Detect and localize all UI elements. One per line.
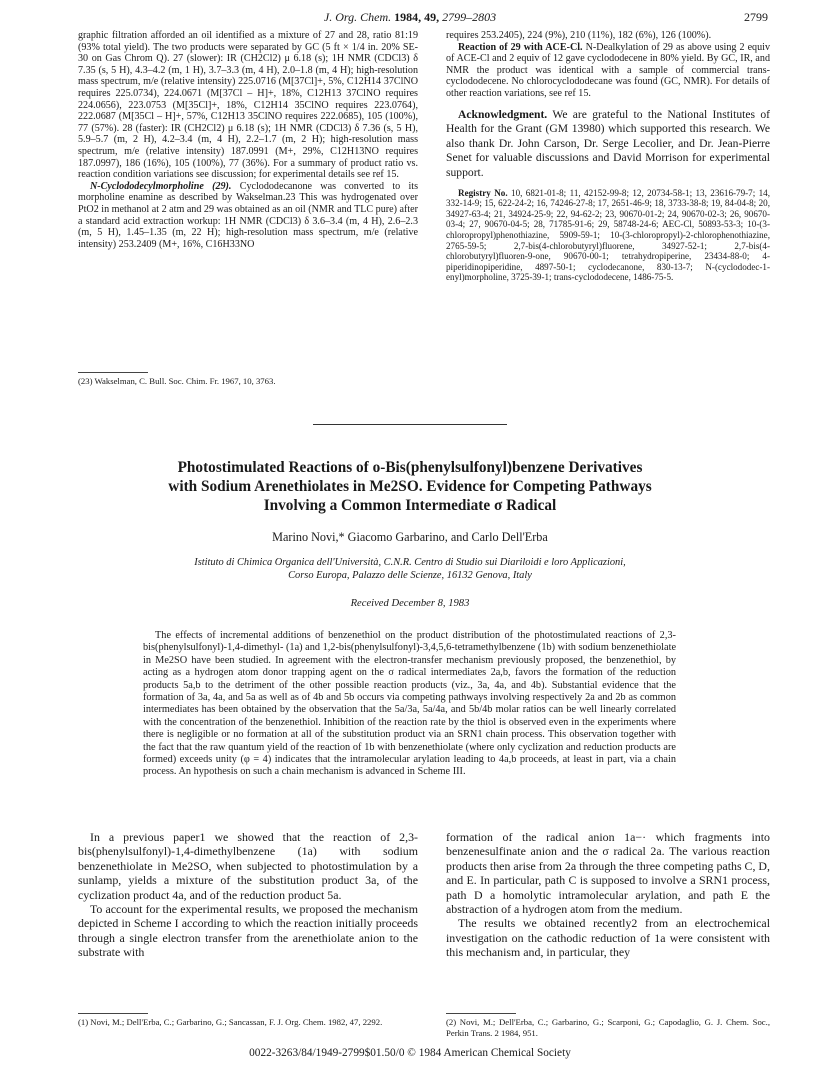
journal-pages: 2799–2803 bbox=[442, 10, 497, 24]
body-paragraph: The results we obtained recently2 from an electrochemical investigation on the cathodic reduction of 1a were consistent with this mechanism and, in particular, they bbox=[446, 916, 770, 960]
article-authors: Marino Novi,* Giacomo Garbarino, and Carlo Dell'Erba bbox=[272, 530, 548, 544]
experimental-column-left bbox=[78, 30, 418, 250]
title-line: with Sodium Arenethiolates in Me2SO. Evidence for Competing Pathways bbox=[168, 478, 652, 495]
journal-year-volume: 1984, 49, bbox=[394, 10, 440, 24]
section-run-in-head: Reaction of 29 with ACE-Cl. bbox=[458, 41, 583, 53]
affiliation-line: Corso Europa, Palazzo delle Scienze, 16132 Genova, Italy bbox=[288, 570, 532, 581]
body-paragraph: To account for the experimental results, we proposed the mechanism depicted in Scheme I according to which the reaction initially proceeds through a single electron transfer from the arenethiolate anion to the substrate with bbox=[78, 902, 418, 960]
experimental-paragraph bbox=[78, 181, 418, 251]
title-line: Photostimulated Reactions of o-Bis(phenylsulfonyl)benzene Derivatives bbox=[177, 459, 643, 476]
experimental-paragraph: graphic filtration afforded an oil identified as a mixture of 27 and 28, ratio 81:19 (93% total yield). The two products were separated by GC (5 ft × 1/4 in. 20% SE-30 on Gas Chrom Q). 27 (slower): IR (CH2Cl2) μ 6.18 (s); 1H NMR (CDCl3) δ 7.35 (s, 5 H), 4.3–4.2 (m, 1 H), 3.7–3.3 (m, 4 H), 2.0–1.8 (m, 4 H); high-resolution mass spectrum, m/e (relative intensity) 225.0716 (M[37Cl]+, 5%, C12H14 37ClNO requires 225.0734), 224.0671 (M[37Cl – H]+, 18%, C12H13 37ClNO requires 224.0656), 223.0753 (M[35Cl]+, 18%, C12H14 35ClNO requires 223.0764), 222.0687 (M[35Cl – H]+, 57%, C12H13 35ClNO requires 222.0685), 105 (100%), 77 (57%). 28 (faster): IR (CH2Cl2) μ 6.18 (s); 1H NMR (CDCl3) δ 7.36 (s, 5 H), 5.9–5.7 (m, 2 H), 4.2–3.4 (m, 4 H), 2.2–1.7 (m, 2 H); high-resolution mass spectrum, m/e (relative intensity) 187.0991 (M+, 29%, C12H13NO requires 187.0997), 186 (16%), 105 (100%), 77 (36%). For a summary of product ratio vs. reaction condition variations see discussion; for experimental details see ref 15. bbox=[78, 30, 418, 181]
running-head bbox=[0, 10, 820, 30]
experimental-paragraph: requires 253.2405), 224 (9%), 210 (11%), 182 (6%), 126 (100%). bbox=[446, 30, 712, 41]
acknowledgment-head: Acknowledgment. bbox=[458, 107, 548, 121]
footnote-rule bbox=[446, 1013, 516, 1014]
body-column-left bbox=[78, 830, 418, 960]
title-line: Involving a Common Intermediate σ Radical bbox=[263, 497, 557, 514]
footnote-rule bbox=[78, 372, 148, 373]
acknowledgment bbox=[446, 108, 770, 181]
registry-numbers bbox=[446, 188, 770, 283]
footnote-1: (1) Novi, M.; Dell'Erba, C.; Garbarino, G.; Sancassan, F. J. Org. Chem. 1982, 47, 2292. bbox=[78, 1017, 383, 1027]
experimental-paragraph bbox=[446, 42, 770, 100]
abstract-text: The effects of incremental additions of benzenethiol on the product distribution of the photostimulated reactions of 2,3-bis(phenylsulfonyl)-1,4-dimethyl- (1a) and 1,2-bis(phenylsulfonyl)-3,4,5,6-tetramethylbenzene (1b) with sodium benzenethiolate in Me2SO have been studied. In agreement with the electron-transfer mechanism previously proposed, the benzenethiol, by acting as a hydrogen atom donor trapping agent on the σ radical intermediates 2a,b, favors the formation of the reduction products 5a,b to the detriment of the other possible reaction products (viz., 3a, 4a, and 4b). Substantial evidence that the formation of 3a, 4a, and 5a as well as of 4b and 5b occurs via competing pathways involving respectively 2a and 2b as common intermediates has been obtained by the observation that the 5a/3a, 5a/4a, and 5b/4b molar ratios can be well linearly correlated with the concentration of the benzenethiol. Inhibition of the reaction rate by the thiol is observed even in the experiments where there is negligible or no formation at all of the substitution product via an SRN1 chain process. This observation together with the fact that the raw quantum yield of the reaction of 1b with benzenethiolate (where only cyclization and reduction products are formed) exceeds unity (φ = 4) indicates that the intramolecular arylation leading to 4a,b proceeds, at least in part, via a chain process. An hypothesis on such a chain mechanism is advanced in Scheme III. bbox=[143, 630, 677, 778]
footnote-rule bbox=[78, 1013, 148, 1014]
body-paragraph: formation of the radical anion 1a−· which fragments into benzenesulfinate anion and the σ radical 2a. The various reaction products then arise from 2a through the three competing paths C, D, and E. In particular, path C is supposed to involve a SRN1 process, path D a homolytic intramolecular arylation, and path E the abstraction of a hydrogen atom from the medium. bbox=[446, 830, 770, 917]
footnote-2: (2) Novi, M.; Dell'Erba, C.; Garbarino, G.; Scarponi, G.; Capodaglio, G. J. Chem. Soc., Perkin Trans. 2 1984, 951. bbox=[446, 1017, 770, 1038]
page-number: 2799 bbox=[744, 10, 768, 24]
acknowledgment-text: We are grateful to the National Institutes of Health for the Grant (GM 13980) which supported this research. We also thank Dr. John Carson, Dr. Serge Lecolier, and Dr. Jean-Pierre Senet for valuable discussions and David Morrison for experimental support. bbox=[446, 107, 770, 179]
received-date: Received December 8, 1983 bbox=[350, 598, 470, 609]
body-column-right bbox=[446, 830, 770, 960]
running-head-journal bbox=[0, 10, 820, 25]
body-paragraph: In a previous paper1 we showed that the reaction of 2,3-bis(phenylsulfonyl)-1,4-dimethylbenzene (1a) with sodium benzenethiolate in Me2SO, when subjected to photostimulation by a sunlamp, yields a mixture of the substitution product 3a, of the cyclization product 4a, and of the reduction product 5a. bbox=[78, 830, 418, 902]
copyright-line: 0022-3263/84/1949-2799$01.50/0 © 1984 American Chemical Society bbox=[249, 1047, 571, 1059]
registry-head: Registry No. bbox=[458, 187, 508, 198]
section-run-in-head: N-Cyclododecylmorpholine (29). bbox=[90, 180, 232, 192]
article-abstract bbox=[143, 630, 676, 779]
experimental-column-right bbox=[446, 30, 770, 283]
article-title bbox=[60, 458, 760, 515]
affiliation-line: Istituto di Chimica Organica dell'Università, C.N.R. Centro di Studio sui Diariloidi e loro Applicazioni, bbox=[194, 557, 626, 568]
journal-name: J. Org. Chem. bbox=[323, 10, 392, 24]
paragraph-text: N-Dealkylation of 29 as above using 2 equiv of ACE-Cl and 2 equiv of 12 gave cyclododecene in 80% yield. By GC, IR, and NMR the product was identical with a sample of commercial trans-cyclododecene. No chlorocyclododecane was found (GC, NMR). For details of other reaction variations, see ref 15. bbox=[446, 41, 770, 99]
paragraph-text: Cyclododecanone was converted to its morpholine enamine as described by Wakselman.23 This was hydrogenated over PtO2 in methanol at 2 atm and 29 was obtained as an oil (NMR and TLC pure) after a standard acid extraction workup: 1H NMR (CDCl3) δ 3.6–3.4 (m, 4 H), 2.6–2.3 (m, 5 H), 1.45–1.35 (m, 22 H); high-resolution mass spectrum, m/e (relative intensity) 253.2409 (M+, 16%, C16H33NO bbox=[78, 180, 418, 250]
footnote-23: (23) Wakselman, C. Bull. Soc. Chim. Fr. 1967, 10, 3763. bbox=[78, 376, 276, 386]
article-divider bbox=[313, 424, 507, 425]
article-affiliation bbox=[60, 556, 760, 582]
registry-text: 10, 6821-01-8; 11, 42152-99-8; 12, 20734-58-1; 13, 23616-79-7; 14, 332-14-9; 15, 622-24-2; 16, 74246-27-8; 17, 2651-46-9; 18, 3733-38-8; 19, 84-04-8; 20, 34927-63-4; 21, 34924-25-9; 22, 94-62-2; 23, 90670-01-2; 24, 90670-02-3; 26, 90670-03-4; 27, 90670-04-5; 28, 71785-91-6; 29, 58748-24-6; AEC-Cl, 50893-53-3; 10-(3-chloropropyl)phenothiazine, 5909-59-1; 10-(3-chloropropyl)-2-chlorophenothiazine, 2765-59-5; 2,7-bis(4-chlorobutyryl)fluorene, 34927-52-1; 2,7-bis(4-chlorobutyryl)fluoren-9-one, 90670-00-1; tetrahydropiperine, 23434-88-0; 4-piperidinopiperidine, 4897-50-1; cyclodecanone, 830-13-7; N-(cyclododec-1-enyl)morpholine, 3725-39-1; trans-cyclododecene, 1486-75-5. bbox=[446, 187, 770, 283]
